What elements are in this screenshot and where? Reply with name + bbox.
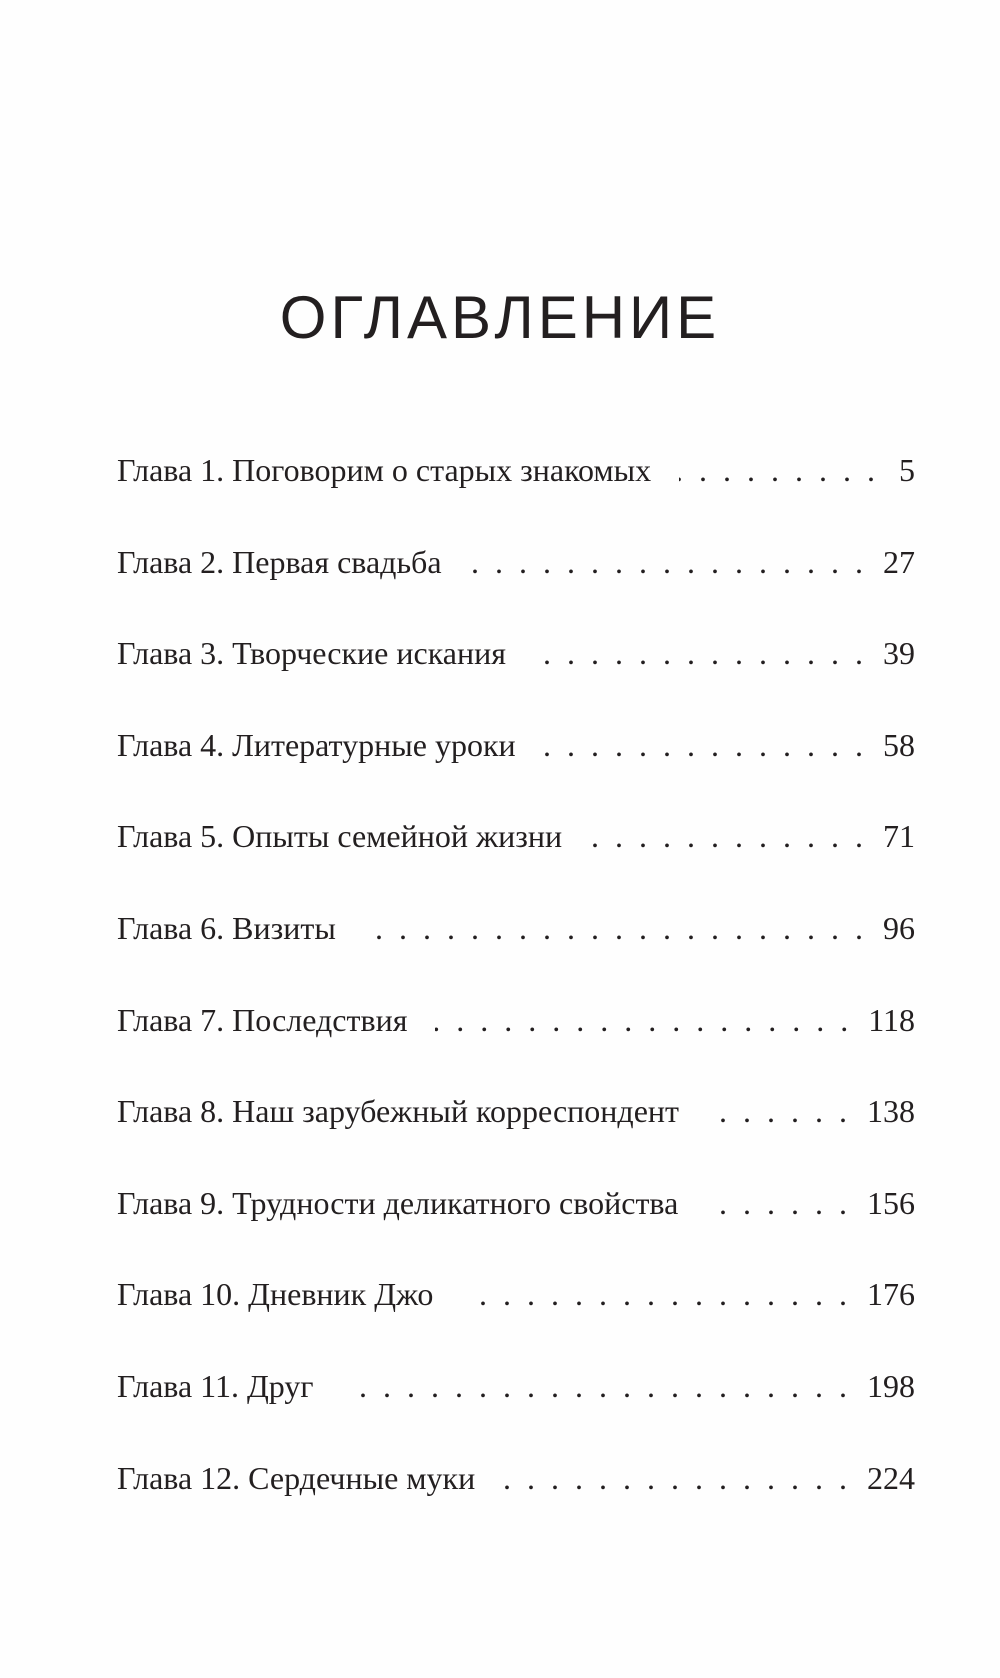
toc-entry xyxy=(117,1274,915,1366)
toc-entry-title: Глава 12. Сердечные муки xyxy=(117,1459,476,1496)
page-title: ОГЛАВЛЕНИЕ xyxy=(279,284,721,352)
dot-leader xyxy=(461,1274,851,1314)
toc-entry-title: Глава 2. Первая свадьба xyxy=(117,543,442,580)
dot-leader xyxy=(503,1458,851,1498)
toc-entry-title: Глава 7. Последствия xyxy=(117,1001,408,1038)
toc-entry-title: Глава 3. Творческие искания xyxy=(117,635,506,672)
toc-entry-title: Глава 11. Друг xyxy=(117,1367,314,1404)
toc-entry xyxy=(117,633,915,725)
toc-entry xyxy=(117,725,915,817)
toc-entry-title: Глава 5. Опыты семейной жизни xyxy=(117,818,563,855)
toc-entry xyxy=(117,542,915,634)
toc-page-number: 71 xyxy=(883,818,915,855)
toc-entry xyxy=(117,1183,915,1275)
toc-entry xyxy=(117,1366,915,1458)
toc-page-number: 27 xyxy=(883,543,915,580)
toc-page-number: 138 xyxy=(867,1093,915,1130)
toc-entry xyxy=(117,816,915,908)
toc-entry xyxy=(117,1091,915,1183)
toc-page-number: 118 xyxy=(868,1001,915,1038)
toc-entry-title: Глава 10. Дневник Джо xyxy=(117,1276,434,1313)
dot-leader xyxy=(342,1366,852,1406)
dot-leader xyxy=(544,725,867,765)
toc-entry xyxy=(117,450,915,542)
toc-entry xyxy=(117,908,915,1000)
toc-page-number: 156 xyxy=(867,1184,915,1221)
toc-entry-title: Глава 9. Трудности деликатного свойства xyxy=(117,1184,679,1221)
toc-page-number: 5 xyxy=(899,452,915,488)
toc-entry xyxy=(117,1458,915,1550)
dot-leader xyxy=(590,816,867,856)
dot-leader xyxy=(435,1000,852,1040)
dot-leader xyxy=(470,542,867,582)
dot-leader xyxy=(534,633,867,673)
toc-page-number: 96 xyxy=(883,909,915,946)
toc-page-number: 198 xyxy=(867,1367,915,1404)
toc-entry xyxy=(117,1000,915,1092)
toc-page-number: 58 xyxy=(883,726,915,763)
toc-entry-title: Глава 8. Наш зарубежный корреспондент xyxy=(117,1093,679,1130)
dot-leader xyxy=(706,1183,851,1223)
dot-leader xyxy=(679,450,879,490)
toc-entry-title: Глава 1. Поговорим о старых знакомых xyxy=(117,452,652,488)
toc-entry-title: Глава 4. Литературные уроки xyxy=(117,726,516,763)
toc-page-number: 39 xyxy=(883,635,915,672)
toc-page-number: 224 xyxy=(867,1459,915,1496)
toc-entry-title: Глава 6. Визиты xyxy=(117,909,336,946)
dot-leader xyxy=(707,1091,851,1131)
table-of-contents xyxy=(117,450,915,1549)
dot-leader xyxy=(364,908,867,948)
toc-page-number: 176 xyxy=(867,1276,915,1313)
